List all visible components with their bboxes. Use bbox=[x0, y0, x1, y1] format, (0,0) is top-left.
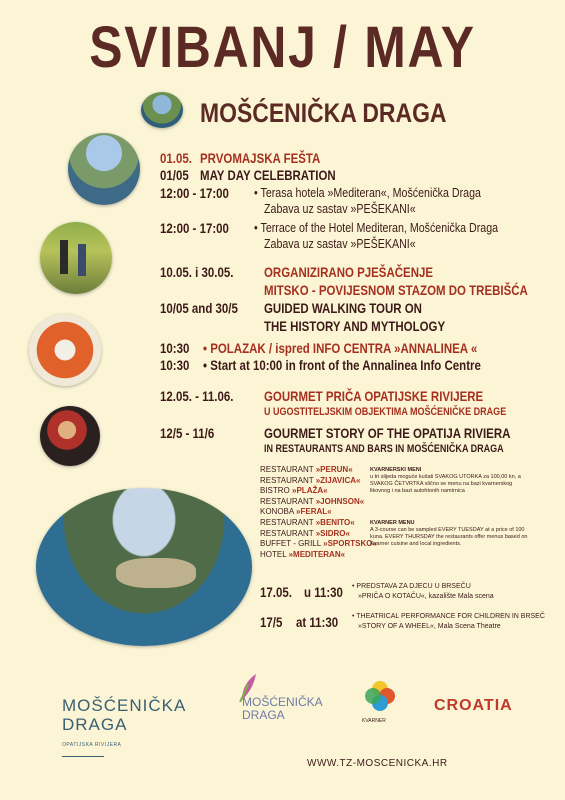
ev1-name-en: MAY DAY CELEBRATION bbox=[200, 167, 336, 183]
logo1-line2: DRAGA bbox=[62, 715, 128, 734]
ev4-desc-en1: • THEATRICAL PERFORMANCE FOR CHILDREN IN BRSEČ bbox=[352, 613, 545, 620]
restaurant-item: RESTAURANT »PERUN« bbox=[260, 465, 353, 474]
ev4-desc-hr2: »PRIČA O KOTAČU«, kazalište Mala scena bbox=[358, 593, 494, 600]
ev1-date-en: 01/05 bbox=[160, 167, 189, 183]
restaurant-item: BUFFET - GRILL »SPORTSKO« bbox=[260, 539, 377, 549]
restaurant-item: RESTAURANT »BENITO« bbox=[260, 517, 355, 527]
ev3-date-hr: 12.05. - 11.06. bbox=[160, 388, 234, 404]
ev1-time1: 12:00 - 17:00 bbox=[160, 185, 229, 201]
ev4-time-en: at 11:30 bbox=[296, 614, 339, 630]
logo2-line2: DRAGA bbox=[242, 708, 285, 722]
restaurant-item: RESTAURANT »ZIJAVICA« bbox=[260, 475, 361, 485]
ev2-name-hr2: MITSKO - POVIJESNOM STAZOM DO TREBIŠĆA bbox=[264, 282, 528, 298]
logo-tz-moscenicka bbox=[238, 672, 323, 722]
ev1-place2: • Terrace of the Hotel Mediteran, Mošćenička Draga bbox=[254, 220, 499, 235]
ev2-desc-en: • Start at 10:00 in front of the Annalinea Info Centre bbox=[203, 357, 481, 373]
village-photo bbox=[68, 133, 140, 205]
ev2-name-en2: THE HISTORY AND MYTHOLOGY bbox=[264, 318, 446, 334]
theatre-photo bbox=[40, 406, 100, 466]
ev1-time2: 12:00 - 17:00 bbox=[160, 220, 229, 236]
kvarner-logo bbox=[364, 680, 396, 712]
ev2-desc-hr: • POLAZAK / ispred INFO CENTRA »ANNALINEA « bbox=[203, 340, 478, 356]
ev1-place1: • Terasa hotela »Mediteran«, Mošćenička Draga bbox=[254, 185, 481, 200]
kvarner-flower-icon bbox=[364, 680, 396, 712]
ev3-sub-en: IN RESTAURANTS AND BARS IN MOŠĆENIČKA DRAGA bbox=[264, 443, 504, 455]
restaurant-item: HOTEL »MEDITERAN« bbox=[260, 549, 346, 559]
ev2-date-hr: 10.05. i 30.05. bbox=[160, 264, 234, 280]
ev1-band1: Zabava uz sastav »PEŠEKANI« bbox=[264, 201, 416, 216]
menu-en-title: KVARNER MENU bbox=[370, 520, 415, 526]
menu-en-text: A 3-course can be sampled EVERY TUESDAY at a price of 100 kuna. EVERY THURSDAY the restaurants offer menus based on Kvarner cuisine and local ingredients. bbox=[370, 527, 528, 547]
ev3-name-hr: GOURMET PRIČA OPATIJSKE RIVIJERE bbox=[264, 388, 484, 404]
ev3-name-en: GOURMET STORY OF THE OPATIJA RIVIERA bbox=[264, 425, 511, 441]
logo1-line1: MOŠĆENIČKA bbox=[62, 696, 187, 715]
website-link[interactable]: WWW.TZ-MOSCENICKA.HR bbox=[307, 758, 448, 769]
ev4-date-en: 17/5 bbox=[260, 614, 283, 630]
ev2-time-en: 10:30 bbox=[160, 357, 190, 373]
restaurant-item: RESTAURANT »SIDRO« bbox=[260, 528, 350, 538]
restaurant-list bbox=[260, 465, 377, 560]
ev2-name-hr1: ORGANIZIRANO PJEŠAČENJE bbox=[264, 264, 434, 280]
ev2-date-en: 10/05 and 30/5 bbox=[160, 300, 238, 316]
ev2-name-en1: GUIDED WALKING TOUR ON bbox=[264, 300, 422, 316]
menu-hr-title: KVARNERSKI MENI bbox=[370, 467, 422, 473]
kvarner-label: KVARNER bbox=[362, 718, 386, 724]
logo2-line1: MOŠĆENIČKA bbox=[242, 695, 323, 709]
aerial-photo bbox=[36, 488, 252, 646]
ev4-date-hr: 17.05. bbox=[260, 584, 292, 600]
hikers-photo bbox=[40, 222, 112, 294]
logo1-line3: OPATIJSKA RIVIJERA bbox=[62, 742, 122, 748]
restaurant-item: KONOBA »FERAL« bbox=[260, 507, 332, 517]
header-photo bbox=[141, 92, 183, 128]
page-title: SVIBANJ / MAY bbox=[89, 15, 476, 80]
menu-en bbox=[370, 520, 530, 548]
logo-moscenicka-draga bbox=[62, 696, 186, 757]
menu-hr bbox=[370, 467, 530, 495]
page-subtitle: MOŠĆENIČKA DRAGA bbox=[200, 98, 447, 128]
ev4-time-hr: u 11:30 bbox=[304, 584, 343, 600]
ev3-sub-hr: U UGOSTITELJSKIM OBJEKTIMA MOŠĆENIČKE DRAGE bbox=[264, 406, 507, 418]
ev1-band2: Zabava uz sastav »PEŠEKANI« bbox=[264, 236, 416, 251]
ev3-date-en: 12/5 - 11/6 bbox=[160, 425, 215, 441]
restaurant-item: RESTAURANT »JOHNSON« bbox=[260, 496, 365, 506]
ev1-name-hr: PRVOMAJSKA FEŠTA bbox=[200, 150, 321, 166]
seafood-photo bbox=[29, 314, 101, 386]
menu-hr-text: u tri slijeda moguće kušati SVAKOG UTORKA za 100,00 kn, a SVAKOG ČETVRTKA slično se menu na bazi kvarnerskog likovnog i na bazi autohtonih namirnica bbox=[370, 474, 521, 494]
croatia-label: CROATIA bbox=[434, 697, 513, 714]
ev4-desc-hr1: • PREDSTAVA ZA DJECU U BRSEČU bbox=[352, 583, 471, 590]
ev1-date-hr: 01.05. bbox=[160, 150, 192, 166]
ev2-time-hr: 10:30 bbox=[160, 340, 190, 356]
croatia-logo bbox=[434, 697, 513, 715]
restaurant-item: BISTRO »PLAŽA« bbox=[260, 486, 328, 496]
ev4-desc-en2: »STORY OF A WHEEL«, Mala Scena Theatre bbox=[358, 623, 501, 630]
